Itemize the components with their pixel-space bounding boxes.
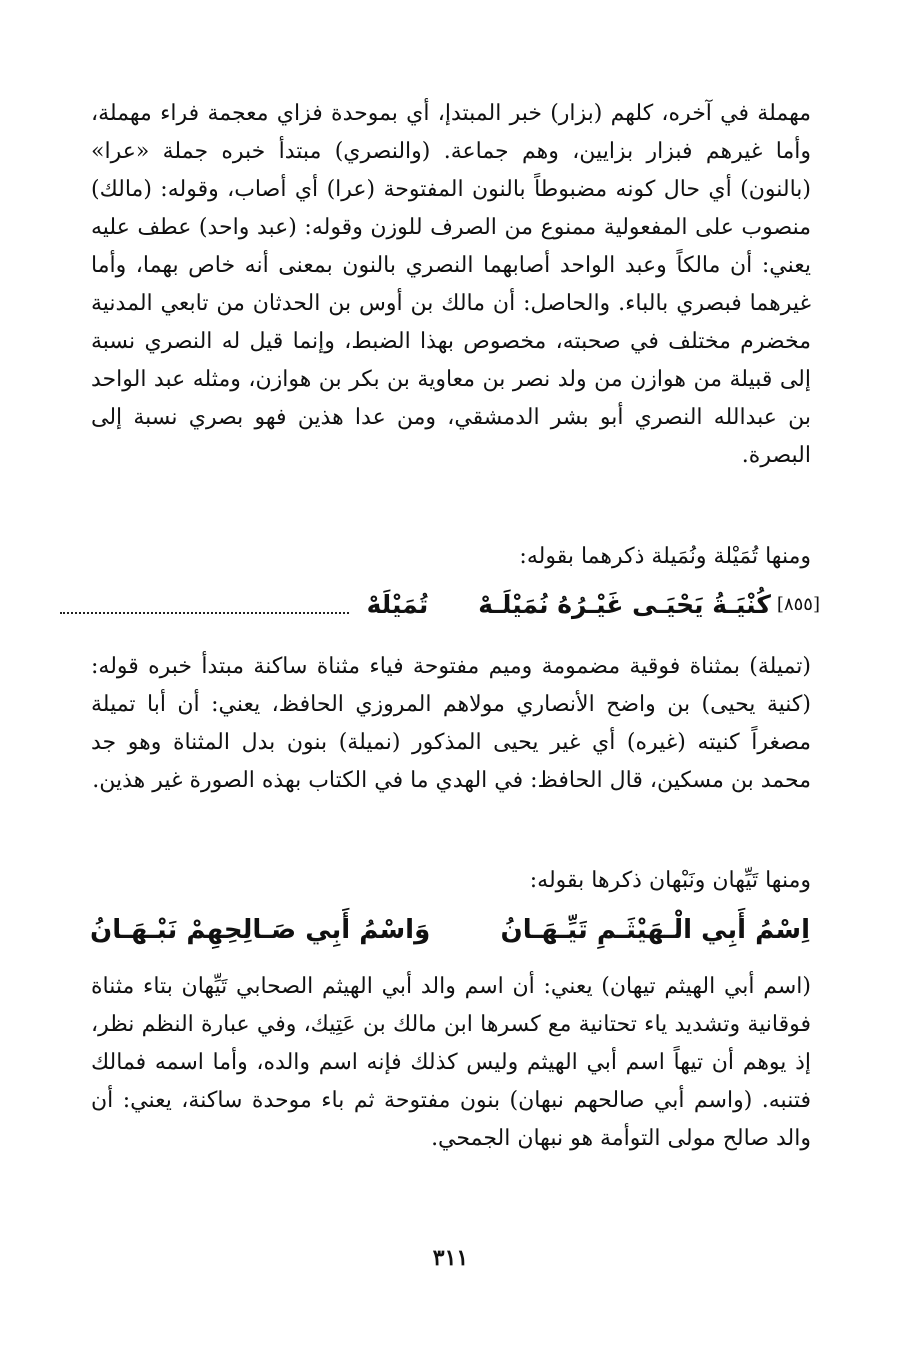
verse2-hemistich-second: وَاسْمُ أَبِي صَـالِحِهِمْ نَبْـهَـانُ [90, 915, 431, 945]
verse-hemistich-second: كُنْيَـةُ يَحْيَـى غَيْـرُهُ نُمَيْلَـهْ [478, 589, 771, 619]
verse-intro-2: ومنها تَيِّهان ونَبْهان ذكرها بقوله: [529, 868, 811, 893]
commentary-paragraph-2: (تميلة) بمثناة فوقية مضمومة وميم مفتوحة فياء مثناة ساكنة مبتدأ خبره قوله: (كنية يحيى) بن واضح الأنصاري مولاهم المروزي الحافظ، يعني: أن أبا تميلة مصغراً كنيته (غيره) أي غير يحيى المذكور (نميلة) بنون بدل المثناة وهو جد محمد بن مسكين، قال الحافظ: في الهدي ما في الكتاب بهذه الصورة غير هذين. [91, 654, 811, 793]
verse-856 [90, 906, 810, 954]
commentary-paragraph-1: مهملة في آخره، كلهم (بزار) خبر المبتدإ، أي بموحدة فزاي معجمة فراء مهملة، وأما غيرهم فبزار بزايين، وهم جماعة. (والنصري) مبتدأ خبره جملة «عرا» (بالنون) أي حال كونه مضبوطاً بالنون المفتوحة (عرا) أي أصاب، وقوله: (مالك) منصوب على المفعولية ممنوع من الصرف للوزن وقوله: (عبد واحد) عطف عليه يعني: أن مالكاً وعبد الواحد أصابهما النصري بالنون بمعنى أنه خاص بهما، وأما غيرهما فبصري بالباء. والحاصل: أن مالك بن أوس بن الحدثان من تابعي المدنية مخضرم مختلف في صحبته، مخصوص بهذا الضبط، وإنما قيل له النصري نسبة إلى قبيلة من هوازن من ولد نصر بن معاوية بن بكر بن هوازن، ومثله عبد الواحد بن عبدالله النصري أبو بشر الدمشقي، ومن عدا هذين فهو بصري نسبة إلى البصرة. [91, 101, 811, 468]
page-number: ٣١١ [432, 1245, 469, 1271]
verse-hemistich-first: تُمَيْلَهْ [366, 589, 429, 619]
verse2-hemistich-first: اِسْمُ أَبِي الْـهَيْثَـمِ تَيِّـهَـانُ [500, 915, 810, 945]
verse-855 [60, 580, 820, 628]
verse-number: [٨٥٥] [776, 593, 820, 615]
verse-intro-1: ومنها تُمَيْلة ونُمَيلة ذكرهما بقوله: [519, 544, 811, 569]
commentary-paragraph-3: (اسم أبي الهيثم تيهان) يعني: أن اسم والد أبي الهيثم الصحابي تَيِّهان بتاء مثناة فوقانية وتشديد ياء تحتانية مع كسرها ابن مالك بن عَتِيك، وفي عبارة النظم نظر، إذ يوهم أن تيهاً اسم أبي الهيثم وليس كذلك فإنه اسم والده، وأما اسمه فمالك فتنبه. (واسم أبي صالحهم نبهان) بنون مفتوحة ثم باء موحدة ساكنة، يعني: أن والد صالح مولى التوأمة هو نبهان الجمحي. [91, 974, 811, 1151]
dotted-leader [60, 612, 349, 614]
